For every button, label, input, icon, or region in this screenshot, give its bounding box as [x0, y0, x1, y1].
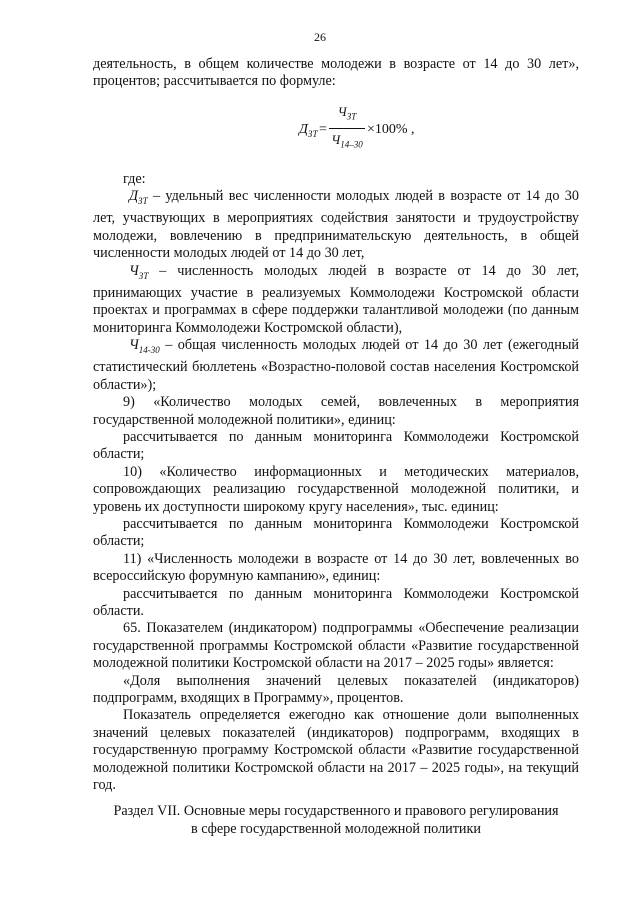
- intro-line-2: процентов; рассчитывается по формуле:: [93, 73, 336, 90]
- section-heading: [93, 802, 579, 838]
- paragraph-calculation: Показатель определяется ежегодно как отношение доли выполненных значений целевых показателей (индикаторов) подпрограмм, входящих в государственную программу Костромской области «Развитие государственной молодежной политики Костромской области на 2017 – 2025 годы», на текущий год.: [93, 707, 579, 794]
- where-label: где:: [123, 170, 146, 187]
- paragraph-65-indicator: «Доля выполнения значений целевых показателей (индикаторов) подпрограмм, входящих в Программу», процентов.: [93, 672, 579, 707]
- section-heading-line-1: Раздел VII. Основные меры государственного и правового регулирования: [113, 803, 559, 819]
- paragraph-65: 65. Показателем (индикатором) подпрограммы «Обеспечение реализации государственной программы Костромской области «Развитие государственной молодежной политики Костромской области на 2017 – 2025 годы» является:: [93, 620, 579, 672]
- intro-line-1: деятельность, в общем количестве молодежи в возрасте от 14 до 30 лет»,: [93, 56, 579, 72]
- fraction-bar: [329, 128, 365, 129]
- definition-ch14-30: $Ч_{14-30}$ – общая численность молодых людей от 14 до 30 лет (ежегодный статистический бюллетень «Возрастно-половой состав населения Костромской области»);: [93, 337, 579, 393]
- formula: [93, 91, 579, 171]
- formula-denominator: $Ч_{14-30}$: [331, 131, 363, 150]
- item-10: 10) «Количество информационных и методических материалов, сопровождающих реализацию государственной молодежной политики, и уровень их доступности широкому кругу населения», тыс. единиц:: [93, 463, 579, 515]
- section-heading-line-2: в сфере государственной молодежной политики: [190, 821, 482, 837]
- item-11: 11) «Численность молодежи в возрасте от 14 до 30 лет, вовлеченных во всероссийскую форумную кампанию», единиц:: [93, 550, 579, 585]
- formula-equals: =: [319, 121, 327, 137]
- item-9: 9) «Количество молодых семей, вовлеченных в мероприятия государственной молодежной политики», единиц:: [93, 394, 579, 428]
- page-number: 26: [314, 30, 326, 44]
- item-11-calc: рассчитывается по данным мониторинга Коммолодежи Костромской области.: [93, 585, 579, 620]
- formula-multiplier: ×100% ,: [367, 121, 415, 137]
- item-10-calc: рассчитывается по данным мониторинга Коммолодежи Костромской области;: [93, 516, 579, 550]
- item-9-calc: рассчитывается по данным мониторинга Коммолодежи Костромской области;: [93, 428, 579, 463]
- definition-dzt: $Д_{ЗТ}$ – удельный вес численности молодых людей в возрасте от 14 до 30 лет, участвующих в мероприятиях содействия занятости и трудоустройству молодежи, вовлечению в предпринимательскую деятельность, в общей численности молодых людей от 14 до 30 лет,: [93, 188, 579, 262]
- formula-lhs: $Д_{ЗТ}$: [299, 121, 318, 139]
- document-body: [93, 56, 579, 795]
- formula-fraction: [329, 103, 365, 154]
- formula-numerator: $Ч_{ЗТ}$: [337, 103, 357, 122]
- definition-chzt: $Ч_{ЗТ}$ – численность молодых людей в возрасте от 14 до 30 лет, принимающих участие в реализуемых Коммолодежи Костромской области проектах и программах в сфере поддержки талантливой молодежи (по данным мониторинга Коммолодежи Костромской области),: [93, 262, 579, 336]
